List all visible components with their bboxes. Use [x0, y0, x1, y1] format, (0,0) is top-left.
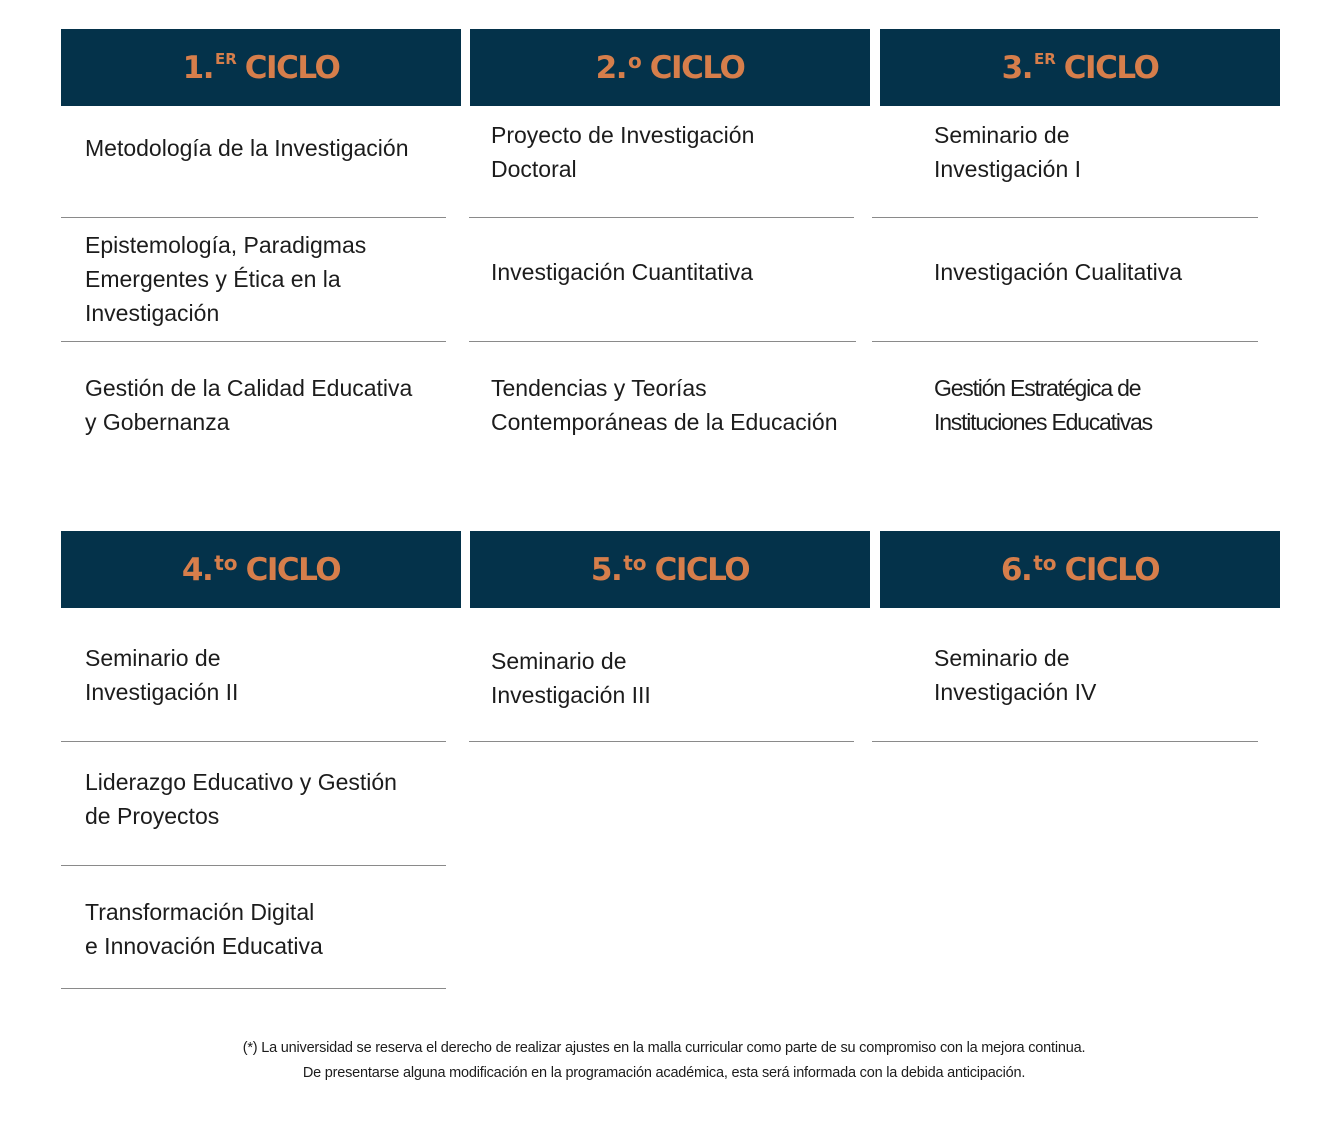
cycle-3-title: 3. $^{ER}$ CICLO [1001, 49, 1159, 86]
divider [469, 341, 856, 342]
cycle-5-title: 5. $^{to}$ CICLO [590, 551, 750, 588]
course-item: Gestión de la Calidad Educativa y Gobernanza [85, 375, 413, 435]
cycle-6-header [880, 531, 1280, 608]
divider [61, 217, 446, 218]
divider [872, 741, 1258, 742]
divider [469, 217, 854, 218]
course-item: Tendencias y Teorías Contemporáneas de la Educación [491, 375, 838, 435]
course-item: Liderazgo Educativo y Gestión de Proyectos [85, 769, 397, 829]
cycle-1-header [61, 29, 461, 106]
course-item: Proyecto de Investigación Doctoral [491, 122, 755, 182]
footnote-line-1: (*) La universidad se reserva el derecho de realizar ajustes en la malla curricular como parte de su compromiso con la mejora continua. [242, 1040, 1086, 1056]
footnote-line-2: De presentarse alguna modificación en la programación académica, esta será informada con la debida anticipación. [302, 1065, 1026, 1081]
cycle-3-header [880, 29, 1280, 106]
divider [469, 741, 854, 742]
divider [872, 341, 1258, 342]
course-item: Investigación Cuantitativa [491, 259, 754, 285]
cycle-4-header [61, 531, 461, 608]
course-item: Transformación Digital e Innovación Educativa [85, 899, 323, 959]
cycle-2-title: 2. $^o$ CICLO [595, 49, 745, 86]
divider [61, 988, 446, 989]
cycle-5-header [470, 531, 870, 608]
course-item: Epistemología, Paradigmas Emergentes y Ética en la Investigación [85, 232, 367, 326]
divider [872, 217, 1258, 218]
course-item: Seminario de Investigación III [491, 648, 651, 708]
course-item: Seminario de Investigación II [85, 645, 239, 705]
divider [61, 341, 446, 342]
divider [61, 865, 446, 866]
cycle-4-title: 4. $^{to}$ CICLO [181, 551, 341, 588]
course-item: Investigación Cualitativa [934, 259, 1183, 285]
course-item: Seminario de Investigación IV [934, 645, 1097, 705]
course-item: Gestión Estratégica de Instituciones Educativas [934, 375, 1152, 435]
cycle-6-title: 6. $^{to}$ CICLO [1000, 551, 1160, 588]
course-item: Seminario de Investigación I [934, 122, 1082, 182]
cycle-1-title: 1. $^{ER}$ CICLO [182, 49, 340, 86]
cycle-2-header [470, 29, 870, 106]
divider [61, 741, 446, 742]
course-item: Metodología de la Investigación [85, 135, 409, 161]
